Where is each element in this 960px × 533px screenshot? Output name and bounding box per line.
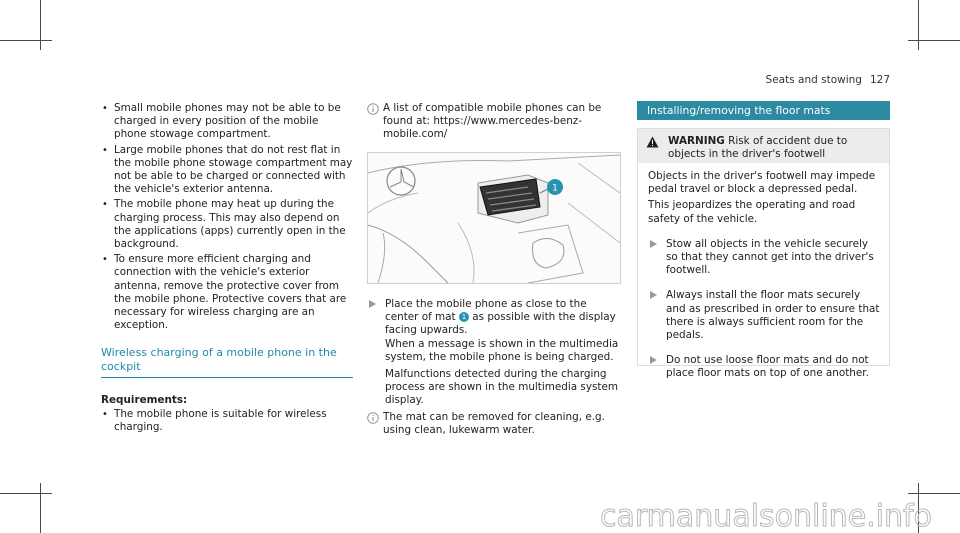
step-item (648, 238, 881, 278)
step-result: When a message is shown in the multimedia system, the mobile phone is being charged. (385, 337, 619, 363)
step-item (648, 289, 881, 342)
requirements-label: Requirements: (101, 394, 188, 407)
callout-label: 1 (552, 183, 558, 194)
console-drawing (368, 153, 620, 283)
requirement-item: • The mobile phone is suitable for wireless charging. (101, 408, 353, 434)
bullet-item: • Large mobile phones that do not rest flat in the mobile phone stowage compartment may not be able to be charged or connected with the vehicle's exterior antenna. (101, 144, 353, 197)
warning-label: WARNING (668, 135, 725, 147)
left-column (101, 102, 353, 436)
page-header (766, 74, 890, 86)
step-item (648, 354, 881, 380)
info-note (367, 102, 617, 142)
callout-badge: 1 (459, 312, 469, 322)
step-arrow-icon (369, 300, 376, 308)
warning-title: Risk of accident due to objects in the driver's footwell (668, 135, 848, 161)
step-arrow-icon (650, 240, 657, 248)
section-title: Installing/removing the floor mats (637, 101, 890, 120)
page-number: 127 (869, 74, 890, 86)
subheading: Wireless charging of a mobile phone in the cockpit (101, 346, 353, 378)
middle-column-top (367, 102, 617, 142)
warning-box (637, 128, 890, 380)
warning-body (638, 163, 889, 381)
warning-paragraph: This jeopardizes the operating and road safety of the vehicle. (648, 199, 856, 225)
crop-mark (908, 40, 960, 41)
section-name: Seats and stowing (765, 74, 862, 86)
step-text: as possible with the display facing upwards. (385, 311, 616, 337)
crop-mark (908, 493, 960, 494)
step-arrow-icon (650, 291, 657, 299)
warning-paragraph: Objects in the driver's footwell may impede pedal travel or block a depressed pedal. (648, 170, 876, 196)
step-item (367, 298, 619, 408)
step-arrow-icon (650, 356, 657, 364)
middle-column-bottom (367, 298, 619, 437)
watermark-text: carmanualsonline.info (600, 499, 932, 533)
bullet-item: • To ensure more efficient charging and connection with the vehicle's exterior antenna, remove the protective cover from the mobile phone. Protective covers that are necessary for wireless charging are an exception. (101, 253, 353, 332)
bullet-item: • The mobile phone may heat up during the charging process. This may also depend on the applications (apps) currently open in the background. (101, 198, 353, 251)
crop-mark (918, 0, 919, 50)
info-icon (367, 412, 379, 424)
crop-mark (0, 493, 52, 494)
info-text: The mat can be removed for cleaning, e.g. using clean, lukewarm water. (383, 410, 605, 436)
step-text: Place the mobile phone as close to the center of mat (385, 298, 587, 324)
crop-mark (40, 483, 41, 533)
warning-triangle-icon (646, 136, 659, 148)
step-result: Malfunctions detected during the charging process are shown in the multimedia system display. (385, 368, 618, 407)
info-text: A list of compatible mobile phones can be found at: https://www.mercedes-benz-mobile.com/ (383, 102, 602, 141)
step-text: Stow all objects in the vehicle securely so that they cannot get into the driver's footwell. (666, 237, 874, 277)
info-note (367, 411, 619, 437)
crop-mark (40, 0, 41, 50)
bullet-item: • Small mobile phones may not be able to be charged in every position of the mobile phone stowage compartment. (101, 102, 353, 142)
info-icon (367, 103, 379, 115)
console-illustration (367, 152, 621, 284)
warning-header (638, 129, 889, 163)
crop-mark (918, 483, 919, 533)
step-text: Do not use loose floor mats and do not place floor mats on top of one another. (666, 354, 869, 380)
step-text: Always install the floor mats securely and as prescribed in order to ensure that there is always sufficient room for the pedals. (666, 289, 880, 342)
crop-mark (0, 40, 52, 41)
